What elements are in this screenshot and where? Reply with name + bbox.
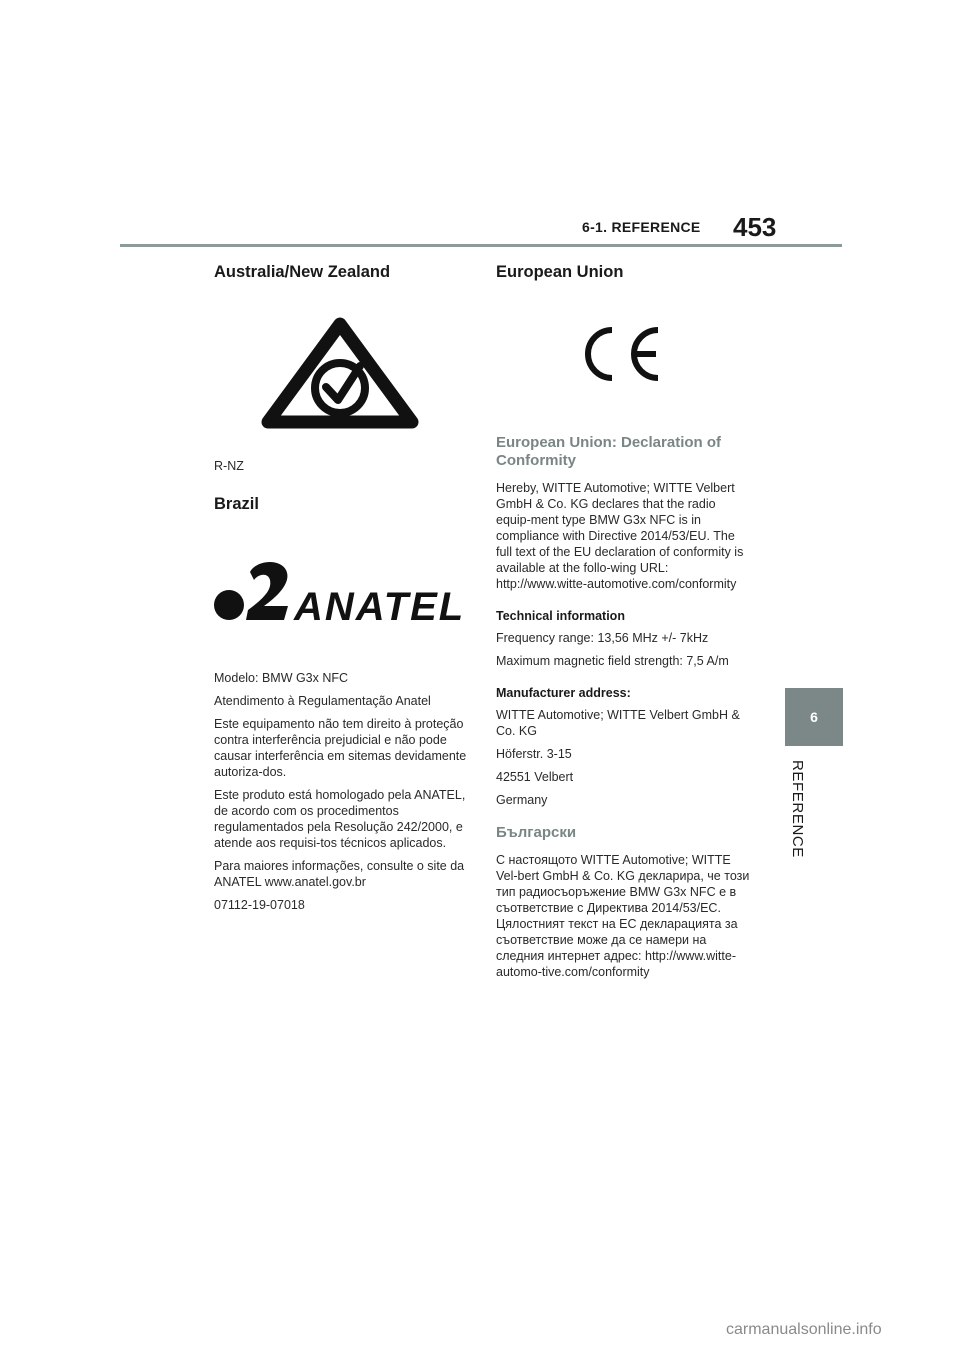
paragraph: Modelo: BMW G3x NFC <box>214 671 349 685</box>
tech-line: Frequency range: 13,56 MHz +/- 7kHz <box>496 631 709 645</box>
eu-heading: European Union <box>496 263 624 281</box>
declaration-text: Hereby, WITTE Automotive; WITTE Velbert GmbH & Co. KG declares that the radio equip-ment type BMW G3x NFC is in compliance with Directive 2014/53/EU. The full text of the EU declaration of conformity is available at the follo-wing URL: http://www.witte-automotive.com/conformity <box>496 481 744 591</box>
paragraph: 07112-19-07018 <box>214 898 305 912</box>
paragraph: Este produto está homologado pela ANATEL, de acordo com os procedimentos regulamentados pela Resolução 242/2000, e atende aos requisi-tos técnicos aplicados. <box>214 788 466 850</box>
paragraph: Para maiores informações, consulte o site da ANATEL www.anatel.gov.br <box>214 859 465 889</box>
address-line: WITTE Automotive; WITTE Velbert GmbH & Co. KG <box>496 708 740 738</box>
section-title: 6-1. REFERENCE <box>582 219 701 235</box>
declaration-heading: European Union: Declaration of Conformity <box>496 434 722 469</box>
paragraph: Este equipamento não tem direito à proteção contra interferência prejudicial e não pode causar interferência em sitemas devidamente autoriza-dos. <box>214 717 467 779</box>
anatel-text <box>214 670 470 913</box>
bulgarian-text: С настоящото WITTE Automotive; WITTE Vel-bert GmbH & Co. KG декларира, че този тип радиосъоръжение BMW G3x NFC е в съответствие с Директива 2014/53/ЕС. Цялостният текст на ЕС декларацията за съответствие може да се намери на следния интернет адрес: http://www.witte-automo-tive.com/conformity <box>496 853 750 979</box>
paragraph: Atendimento à Regulamentação Anatel <box>214 694 431 708</box>
ce-mark-icon <box>576 326 660 382</box>
au-nz-heading: Australia/New Zealand <box>214 263 391 281</box>
technical-info-heading: Technical information <box>496 609 625 623</box>
header-rule <box>120 244 842 247</box>
page-number: 453 <box>733 212 777 242</box>
rnz-label: R-NZ <box>214 459 244 473</box>
chapter-tab[interactable]: 6 <box>785 688 843 746</box>
footer-watermark: carmanualsonline.info <box>726 1321 882 1338</box>
anatel-logo-icon <box>212 558 470 628</box>
brazil-heading: Brazil <box>214 495 259 513</box>
address-line: 42551 Velbert <box>496 770 574 784</box>
bulgarian-heading: Български <box>496 824 577 841</box>
chapter-tab-label: REFERENCE <box>789 760 806 858</box>
left-column <box>214 264 470 920</box>
address-line: Höferstr. 3-15 <box>496 747 572 761</box>
manufacturer-heading: Manufacturer address: <box>496 686 631 700</box>
rcm-mark-icon <box>258 314 422 434</box>
tech-line: Maximum magnetic field strength: 7,5 A/m <box>496 654 729 668</box>
address-line: Germany <box>496 793 548 807</box>
svg-text:ANATEL: ANATEL <box>294 585 466 628</box>
right-column <box>496 264 752 987</box>
